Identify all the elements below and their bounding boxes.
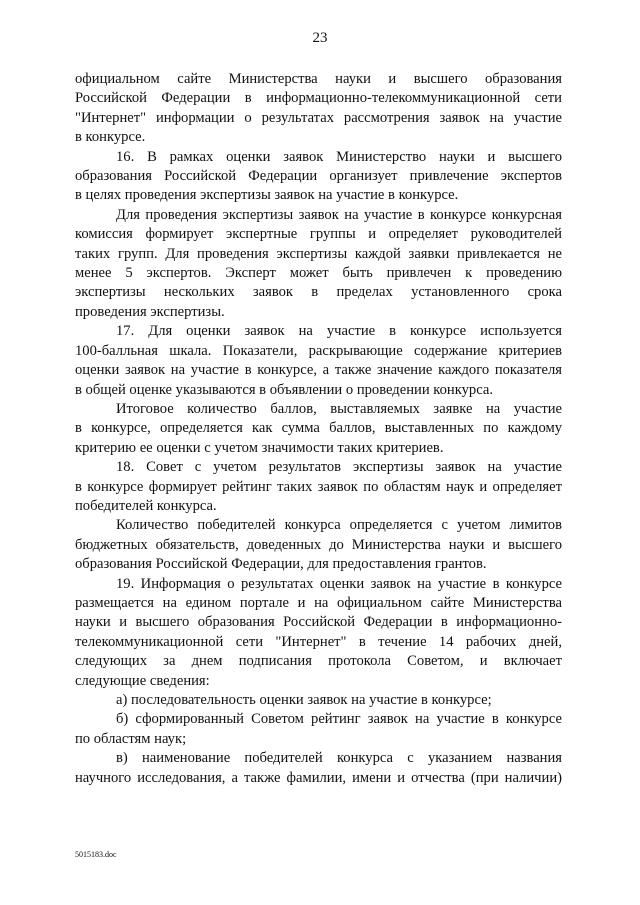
text-line: б) сформированный Советом рейтинг заявок на участие в конкурсе [116, 711, 562, 728]
text-line: в конкурсе, определяется как сумма баллов, выставленных по каждому [75, 420, 562, 437]
text-line: официальном сайте Министерства науки и высшего образования [75, 71, 562, 87]
text-line: Для проведения экспертизы заявок на участие в конкурсе конкурсная [116, 206, 562, 223]
text-line: бюджетных обязательств, доведенных до Министерства науки и высшего [75, 536, 562, 553]
text-line: в) наименование победителей конкурса с указанием названия [116, 750, 562, 767]
text-line: науки и высшего образования Российской Федерации в информационно- [75, 614, 562, 631]
document-footer: 5015183.doc [75, 850, 117, 859]
text-line: размещается на едином портале и на официальном сайте Министерства [75, 594, 562, 611]
text-line: комиссия формирует экспертные группы и определяет руководителей [75, 226, 562, 243]
text-line: Российской Федерации в информационно-телекоммуникационной сети [75, 90, 562, 107]
text-line: победителей конкурса. [75, 497, 217, 514]
text-line: телекоммуникационной сети "Интернет" в течение 14 рабочих дней, [75, 633, 562, 650]
text-line: менее 5 экспертов. Эксперт может быть привлечен к проведению [75, 265, 562, 282]
text-line: Количество победителей конкурса определяется с учетом лимитов [116, 517, 562, 534]
text-line: следующие сведения: [75, 672, 210, 689]
text-line: образования Российской Федерации, для предоставления грантов. [75, 556, 487, 573]
text-line: 16. В рамках оценки заявок Министерство науки и высшего [116, 148, 562, 165]
text-line: в конкурсе формирует рейтинг таких заявок по областям наук и определяет [75, 478, 562, 495]
text-line: по областям наук; [75, 730, 187, 747]
text-line: научного исследования, а также фамилии, имени и отчества (при наличии) [75, 769, 562, 786]
text-line: "Интернет" информации о результатах рассмотрения заявок на участие [75, 109, 562, 126]
text-line: экспертизы нескольких заявок в пределах установленного срока [75, 284, 562, 301]
document-body [75, 70, 562, 788]
text-line: в общей оценке указываются в объявлении о проведении конкурса. [75, 381, 494, 398]
text-line: оценки заявок на участие в конкурсе, а также значение каждого показателя [75, 362, 562, 379]
text-line: проведения экспертизы. [75, 303, 225, 320]
text-line: а) последовательность оценки заявок на участие в конкурсе; [116, 692, 492, 708]
text-line: 18. Совет с учетом результатов экспертизы заявок на участие [116, 459, 562, 476]
text-line: критерию ее оценки с учетом значимости таких критериев. [75, 439, 444, 456]
text-line: Итоговое количество баллов, выставляемых заявке на участие [116, 400, 562, 417]
text-line: образования Российской Федерации организует привлечение экспертов [75, 168, 562, 185]
text-line: в целях проведения экспертизы заявок на участие в конкурсе. [75, 187, 459, 204]
text-line: следующих за днем подписания протокола Советом, и включает [75, 653, 562, 670]
text-line: 19. Информация о результатах оценки заявок на участие в конкурсе [116, 575, 562, 592]
text-line: в конкурсе. [75, 129, 146, 146]
text-line: 17. Для оценки заявок на участие в конкурсе используется [116, 323, 562, 340]
text-line: 100-балльная шкала. Показатели, раскрывающие содержание критериев [75, 342, 562, 359]
page-number: 23 [312, 30, 328, 46]
text-line: таких групп. Для проведения экспертизы каждой заявки привлекается не [75, 245, 562, 262]
